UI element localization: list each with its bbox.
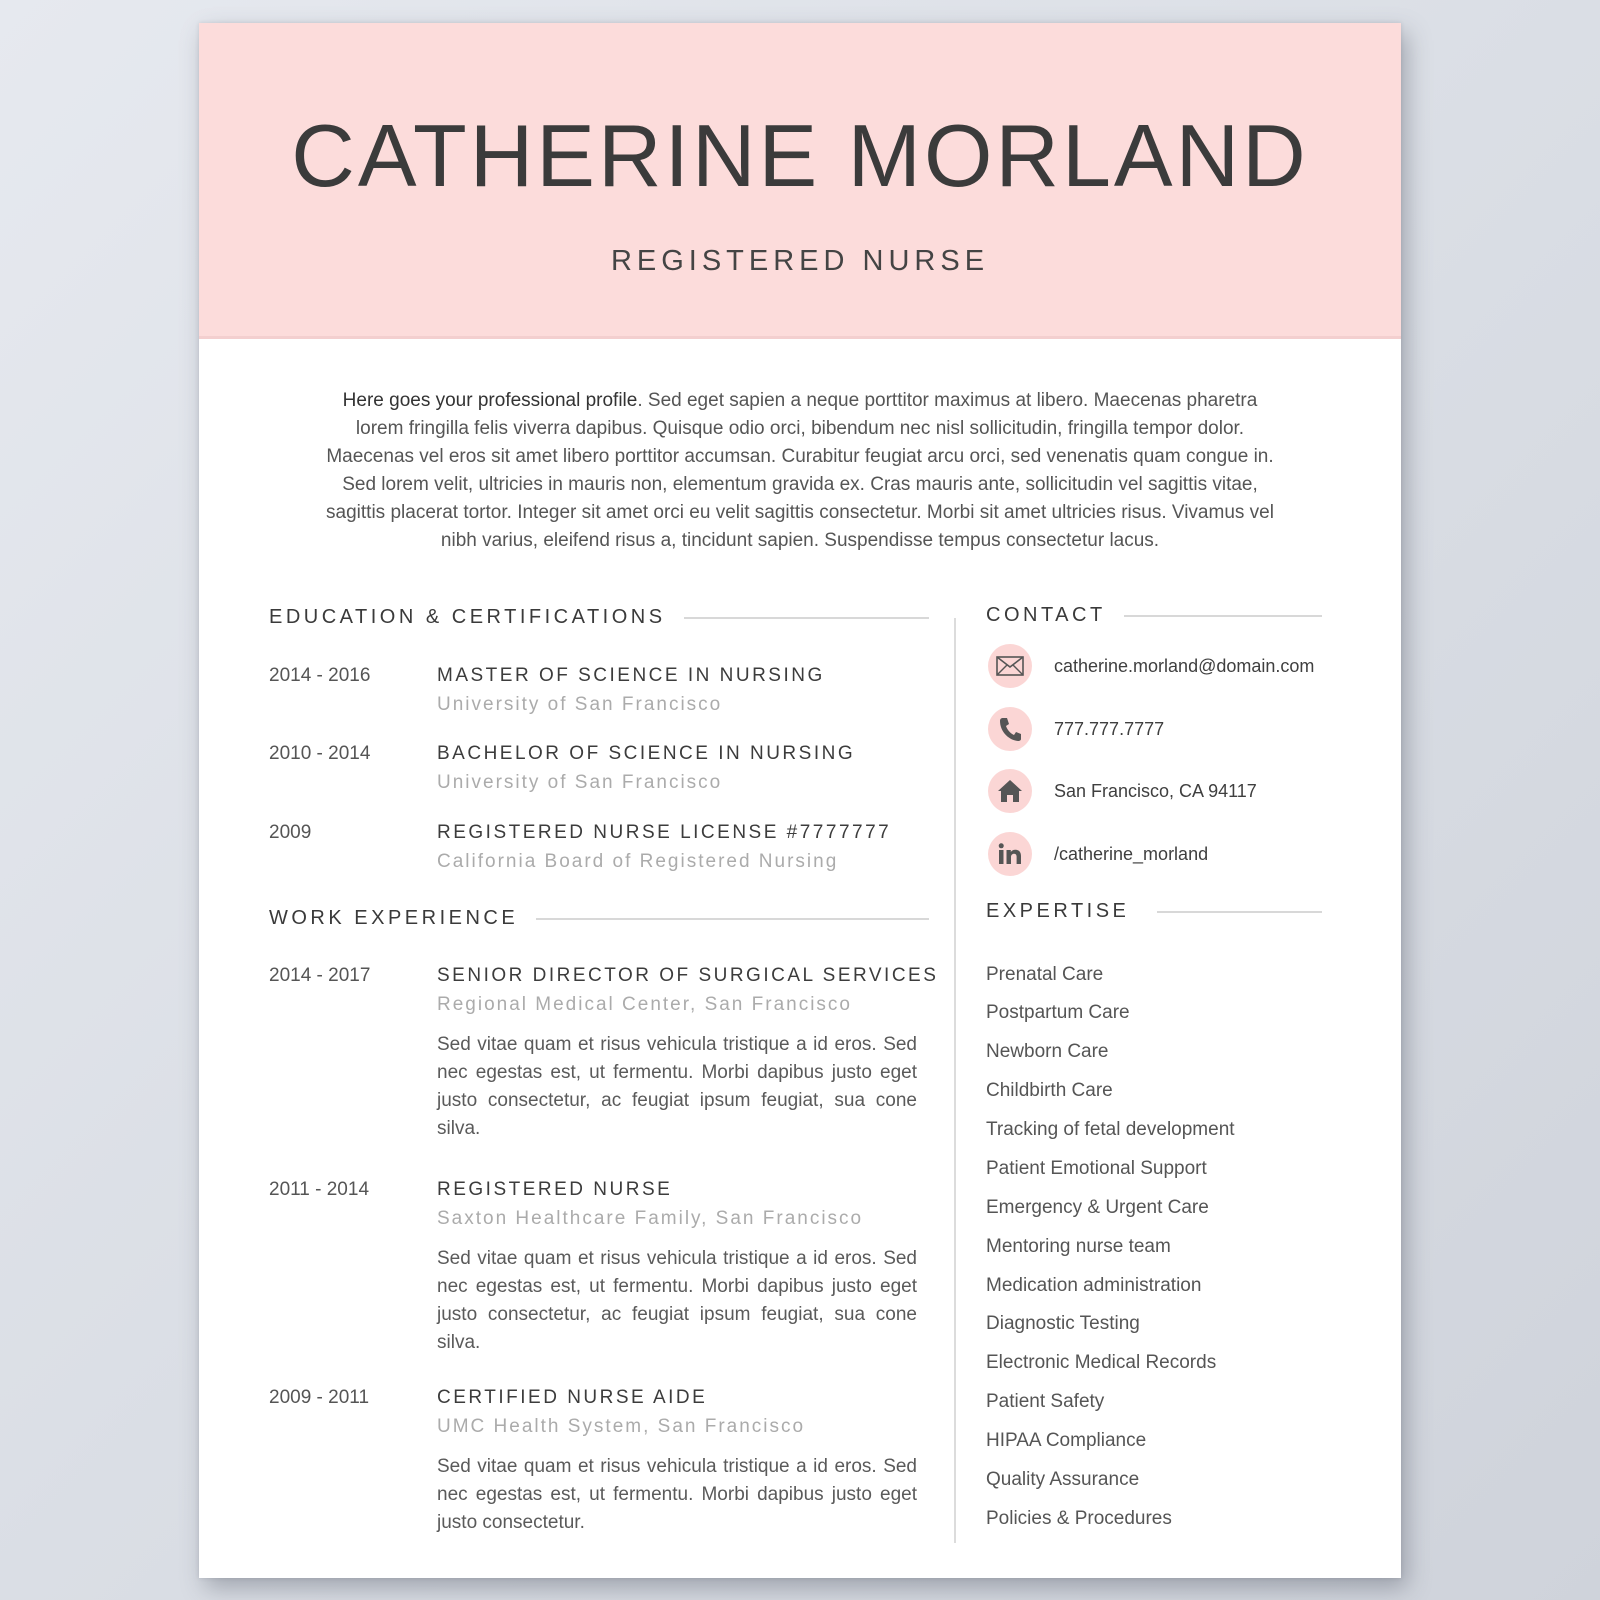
expertise-item: Postpartum Care [986, 1002, 1130, 1023]
work-description: Sed vitae quam et risus vehicula tristique a id eros. Sed nec egestas est, ut fermentu. Morbi dapibus justo eget justo consectetur, ac feugiat ipsum feugiat, sua cone silva. [437, 1034, 917, 1139]
expertise-item: Emergency & Urgent Care [986, 1197, 1209, 1218]
expertise-heading [986, 900, 1322, 923]
contact-email[interactable] [988, 644, 1314, 688]
expertise-heading-label: EXPERTISE [986, 900, 1130, 922]
home-icon [988, 769, 1032, 813]
profile-lead: Here goes your professional profile [342, 390, 638, 411]
expertise-item: Patient Emotional Support [986, 1158, 1207, 1179]
education-heading-label: EDUCATION & CERTIFICATIONS [269, 606, 666, 628]
expertise-item: HIPAA Compliance [986, 1430, 1147, 1451]
work-heading-label: WORK EXPERIENCE [269, 907, 519, 929]
contact-email-text: catherine.morland@domain.com [1054, 655, 1315, 676]
work-description: Sed vitae quam et risus vehicula tristique a id eros. Sed nec egestas est, ut fermentu. Morbi dapibus justo eget justo consectetur, ac feugiat ipsum feugiat, sua cone silva. [437, 1248, 917, 1353]
expertise-item: Patient Safety [986, 1391, 1105, 1412]
phone-icon [988, 707, 1032, 751]
contact-linkedin[interactable] [988, 832, 1208, 876]
education-years: 2009 [269, 822, 312, 843]
expertise-item: Policies & Procedures [986, 1508, 1172, 1529]
contact-address [988, 769, 1257, 813]
education-title: MASTER OF SCIENCE IN NURSING [437, 665, 825, 686]
education-institution: University of San Francisco [437, 694, 723, 715]
work-years: 2009 - 2011 [269, 1387, 370, 1408]
education-title: REGISTERED NURSE LICENSE #7777777 [437, 822, 892, 843]
education-heading-rule [684, 617, 929, 619]
work-employer: Regional Medical Center, San Francisco [437, 994, 853, 1015]
expertise-item: Medication administration [986, 1275, 1202, 1296]
expertise-item: Tracking of fetal development [986, 1119, 1235, 1140]
expertise-item: Prenatal Care [986, 964, 1104, 985]
education-years: 2010 - 2014 [269, 743, 371, 764]
contact-address-text: San Francisco, CA 94117 [1054, 780, 1257, 801]
contact-heading-rule [1124, 615, 1322, 617]
expertise-heading-rule [1157, 911, 1322, 913]
contact-heading-label: CONTACT [986, 604, 1106, 626]
expertise-item: Diagnostic Testing [986, 1313, 1140, 1334]
work-description: Sed vitae quam et risus vehicula tristique a id eros. Sed nec egestas est, ut fermentu. Morbi dapibus justo eget justo consectetur. [437, 1456, 917, 1533]
education-institution: University of San Francisco [437, 772, 723, 793]
education-years: 2014 - 2016 [269, 665, 371, 686]
expertise-item: Electronic Medical Records [986, 1352, 1217, 1373]
work-title: SENIOR DIRECTOR OF SURGICAL SERVICES [437, 965, 939, 986]
education-title: BACHELOR OF SCIENCE IN NURSING [437, 743, 856, 764]
work-heading-rule [536, 918, 929, 920]
work-heading [269, 907, 929, 930]
expertise-item: Childbirth Care [986, 1080, 1113, 1101]
profile-text: . Sed eget sapien a neque porttitor maximus at libero. Maecenas pharetra lorem fringilla felis viverra dapibus. Quisque odio orci, bibendum nec nisl sollicitudin, fringilla tempor dolor. Maecenas vel eros sit amet libero porttitor accumsan. Curabitur feugiat arcu orci, sed venenatis quam congue in. Sed lorem velit, ultricies in mauris non, elementum gravida ex. Cras mauris ante, sollicitudin vel sagittis vitae, sagittis placerat tortor. Integer sit amet orci eu velit sagittis consectetur. Morbi sit amet ultricies risus. Vivamus vel nibh varius, eleifend risus a, tincidunt sapien. Suspendisse tempus consectetur lacus. [326, 390, 1274, 551]
contact-phone-text: 777.777.7777 [1054, 718, 1165, 739]
work-years: 2014 - 2017 [269, 965, 371, 986]
candidate-name: CATHERINE MORLAND [291, 106, 1309, 205]
expertise-item: Mentoring nurse team [986, 1236, 1171, 1257]
profile-summary [319, 387, 1281, 555]
linkedin-icon [988, 832, 1032, 876]
work-employer: UMC Health System, San Francisco [437, 1416, 806, 1437]
column-divider [954, 618, 956, 1543]
expertise-item: Quality Assurance [986, 1469, 1140, 1490]
envelope-icon [988, 644, 1032, 688]
work-employer: Saxton Healthcare Family, San Francisco [437, 1208, 864, 1229]
contact-linkedin-text: /catherine_morland [1054, 843, 1209, 864]
resume-page [199, 23, 1401, 1578]
work-years: 2011 - 2014 [269, 1179, 370, 1200]
expertise-item: Newborn Care [986, 1041, 1109, 1062]
education-heading [269, 606, 929, 629]
contact-phone[interactable] [988, 707, 1164, 751]
contact-heading [986, 604, 1322, 627]
header-banner [199, 23, 1401, 339]
education-institution: California Board of Registered Nursing [437, 851, 839, 872]
work-title: REGISTERED NURSE [437, 1179, 673, 1200]
candidate-role: REGISTERED NURSE [610, 245, 990, 277]
work-title: CERTIFIED NURSE AIDE [437, 1387, 708, 1408]
